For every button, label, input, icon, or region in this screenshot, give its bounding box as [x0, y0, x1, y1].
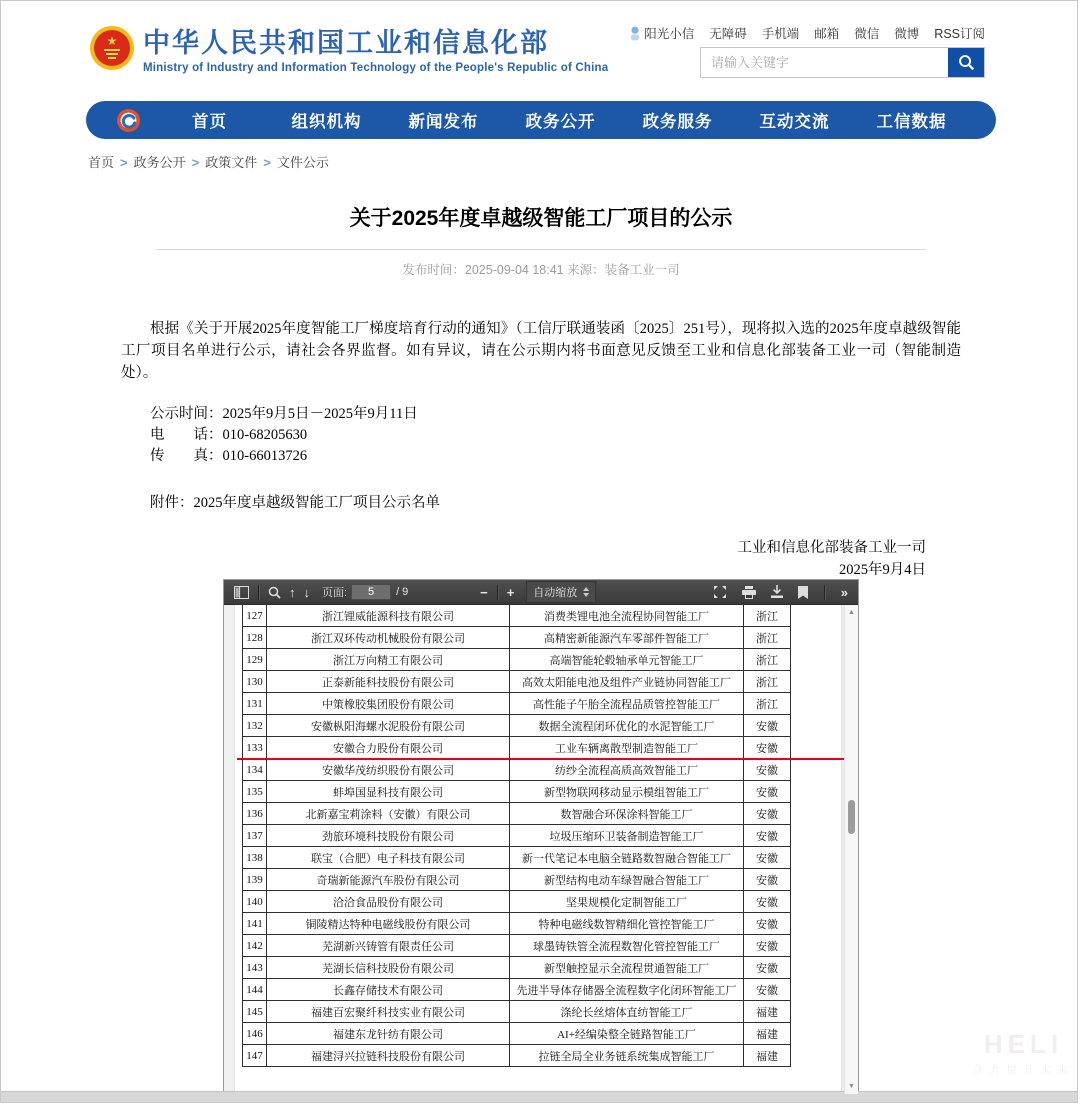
page-up-icon[interactable]: ↑ [285, 584, 300, 601]
seq-cell: 139 [243, 869, 267, 891]
seq-cell: 140 [243, 891, 267, 913]
nav-item-3[interactable]: 政务公开 [525, 113, 596, 131]
project-cell: 消费类锂电池全流程协同智能工厂 [510, 605, 744, 627]
assistant-icon [629, 26, 641, 41]
site-title-cn: 中华人民共和国工业和信息化部 [143, 28, 549, 58]
seq-cell: 133 [243, 737, 267, 759]
table-row [243, 605, 791, 627]
project-cell: 拉链全局全业务链系统集成智能工厂 [510, 1045, 744, 1067]
toolbar-separator [824, 585, 825, 600]
find-icon[interactable] [264, 584, 285, 601]
national-emblem-logo [89, 25, 135, 71]
province-cell: 浙江 [744, 605, 791, 627]
table-row [243, 671, 791, 693]
seq-cell: 146 [243, 1023, 267, 1045]
breadcrumb-item-1[interactable]: 政务公开 [133, 155, 186, 170]
project-cell: 高精密新能源汽车零部件智能工厂 [510, 627, 744, 649]
page-label: 页面: [322, 587, 348, 599]
company-cell: 正泰新能科技股份有限公司 [267, 671, 510, 693]
select-arrows-icon [583, 587, 589, 597]
seq-cell: 138 [243, 847, 267, 869]
nav-item-1[interactable]: 组织机构 [291, 113, 362, 131]
sidebar-toggle-icon[interactable] [230, 584, 253, 601]
sign-date: 2025年9月4日 [839, 562, 926, 578]
table-row [243, 1023, 791, 1045]
company-cell: 中策橡胶集团股份有限公司 [267, 693, 510, 715]
zoom-mode-value: 自动缩放 [533, 587, 578, 599]
print-icon[interactable] [738, 584, 760, 601]
company-cell: 奇瑞新能源汽车股份有限公司 [267, 869, 510, 891]
project-cell: 新型触控显示全流程贯通智能工厂 [510, 957, 744, 979]
search-icon [958, 54, 975, 71]
company-cell: 芜湖长信科技股份有限公司 [267, 957, 510, 979]
province-cell: 安徽 [744, 891, 791, 913]
utility-link-6[interactable]: RSS订阅 [934, 27, 985, 41]
search-box [700, 47, 985, 78]
project-table [242, 605, 791, 1067]
company-cell: 安徽合力股份有限公司 [267, 737, 510, 759]
site-title-en: Ministry of Industry and Information Technology of the People's Republic of China [143, 62, 609, 74]
signature-block [121, 537, 961, 581]
table-row [243, 1001, 791, 1023]
bookmark-icon[interactable] [794, 584, 812, 601]
project-cell: 坚果规模化定制智能工厂 [510, 891, 744, 913]
page-number-input[interactable] [351, 584, 391, 600]
table-row [243, 759, 791, 781]
seq-cell: 147 [243, 1045, 267, 1067]
province-cell: 安徽 [744, 737, 791, 759]
company-cell: 福建百宏聚纤科技实业有限公司 [267, 1001, 510, 1023]
province-cell: 浙江 [744, 649, 791, 671]
province-cell: 安徽 [744, 935, 791, 957]
project-cell: 特种电磁线数智精细化管控智能工厂 [510, 913, 744, 935]
zoom-in-icon[interactable]: + [503, 584, 519, 601]
table-row [243, 869, 791, 891]
company-cell: 浙江万向精工有限公司 [267, 649, 510, 671]
svg-text:★: ★ [106, 34, 118, 48]
signer: 工业和信息化部装备工业一司 [737, 540, 926, 556]
company-cell: 洽洽食品股份有限公司 [267, 891, 510, 913]
company-cell: 铜陵精达特种电磁线股份有限公司 [267, 913, 510, 935]
nav-item-2[interactable]: 新闻发布 [408, 113, 479, 131]
province-cell: 安徽 [744, 825, 791, 847]
breadcrumb-item-2[interactable]: 政策文件 [205, 155, 258, 170]
page-title: 关于2025年度卓越级智能工厂项目的公示 [349, 207, 733, 230]
company-cell: 劲旅环境科技股份有限公司 [267, 825, 510, 847]
province-cell: 安徽 [744, 803, 791, 825]
publish-meta: 发布时间：2025-09-04 18:41 来源：装备工业一司 [402, 263, 680, 277]
pdf-scrollbar[interactable] [844, 605, 858, 1094]
table-row [243, 847, 791, 869]
pdf-viewer [223, 579, 859, 1094]
table-row [243, 803, 791, 825]
project-cell: 新一代笔记本电脑全链路数智融合智能工厂 [510, 847, 744, 869]
province-cell: 福建 [744, 1023, 791, 1045]
project-cell: AI+经编染整全链路智能工厂 [510, 1023, 744, 1045]
project-cell: 垃圾压缩环卫装备制造智能工厂 [510, 825, 744, 847]
province-cell: 安徽 [744, 715, 791, 737]
page-down-icon[interactable]: ↓ [300, 584, 315, 601]
company-cell: 蚌埠国显科技有限公司 [267, 781, 510, 803]
attachment-line: 附件：2025年度卓越级智能工厂项目公示名单 [150, 495, 440, 511]
seq-cell: 137 [243, 825, 267, 847]
table-row [243, 1045, 791, 1067]
utility-link-0[interactable]: 阳光小信 [629, 24, 694, 42]
company-cell: 浙江双环传动机械股份有限公司 [267, 627, 510, 649]
search-button[interactable] [948, 48, 984, 77]
seq-cell: 145 [243, 1001, 267, 1023]
company-cell: 福建浔兴拉链科技股份有限公司 [267, 1045, 510, 1067]
toolbar-separator [497, 585, 498, 600]
breadcrumb-separator: > [191, 155, 200, 170]
seq-cell: 142 [243, 935, 267, 957]
company-cell: 福建东龙针纺有限公司 [267, 1023, 510, 1045]
phone-line: 电 话：010-68205630 [150, 427, 308, 443]
pdf-toolbar [224, 580, 858, 605]
scrollbar-thumb[interactable] [848, 800, 855, 834]
watermark-slogan: 合力提升未来 [972, 1065, 1075, 1076]
seq-cell: 127 [243, 605, 267, 627]
table-row [243, 913, 791, 935]
project-cell: 工业车辆离散型制造智能工厂 [510, 737, 744, 759]
download-icon[interactable] [767, 583, 787, 601]
seq-cell: 131 [243, 693, 267, 715]
province-cell: 安徽 [744, 979, 791, 1001]
project-cell: 纺纱全流程高质高效智能工厂 [510, 759, 744, 781]
heli-watermark [951, 1031, 1078, 1076]
article-body [121, 318, 961, 581]
presentation-mode-icon[interactable] [709, 583, 731, 601]
table-row [243, 935, 791, 957]
utility-link-5[interactable]: 微博 [894, 27, 920, 41]
pdf-content [224, 605, 858, 1094]
province-cell: 福建 [744, 1001, 791, 1023]
table-row [243, 627, 791, 649]
province-cell: 浙江 [744, 671, 791, 693]
fax-line: 传 真：010-66013726 [150, 448, 308, 464]
table-row [243, 693, 791, 715]
article-paragraph: 根据《关于开展2025年度智能工厂梯度培育行动的通知》（工信厅联通装函〔2025〕251号），现将拟入选的2025年度卓越级智能工厂项目名单进行公示，请社会各界监督。如有异议，请在公示期内将书面意见反馈至工业和信息化部装备工业一司（智能制造处）。 [121, 321, 961, 381]
province-cell: 浙江 [744, 693, 791, 715]
company-cell: 安徽华茂纺织股份有限公司 [267, 759, 510, 781]
toolbar-separator [258, 585, 259, 600]
notice-period: 公示时间：2025年9月5日－2025年9月11日 [150, 406, 418, 422]
zoom-mode-select[interactable] [526, 581, 596, 603]
utility-link-4[interactable]: 微信 [854, 27, 880, 41]
company-cell: 北新嘉宝莉涂料（安徽）有限公司 [267, 803, 510, 825]
project-cell: 新型结构电动车绿智融合智能工厂 [510, 869, 744, 891]
table-row [243, 781, 791, 803]
table-row [243, 979, 791, 1001]
nav-item-5[interactable]: 互动交流 [759, 113, 830, 131]
watermark-logo-text: HELI [983, 1029, 1064, 1059]
province-cell: 安徽 [744, 869, 791, 891]
article [121, 206, 961, 581]
project-cell: 数智融合环保涂料智能工厂 [510, 803, 744, 825]
utility-links [629, 24, 985, 42]
breadcrumb-item-0[interactable]: 首页 [88, 155, 115, 170]
utility-link-2[interactable]: 手机端 [761, 27, 800, 41]
table-row [243, 825, 791, 847]
highlight-underline [237, 758, 845, 760]
company-cell: 浙江锂威能源科技有限公司 [267, 605, 510, 627]
province-cell: 安徽 [744, 913, 791, 935]
seq-cell: 128 [243, 627, 267, 649]
project-cell: 高性能子午胎全流程品质管控智能工厂 [510, 693, 744, 715]
province-cell: 浙江 [744, 627, 791, 649]
scrollbar-up-icon[interactable]: ▲ [848, 609, 855, 616]
province-cell: 安徽 [744, 759, 791, 781]
page-total: / 9 [396, 586, 409, 598]
seq-cell: 144 [243, 979, 267, 1001]
miit-swirl-icon [116, 108, 141, 133]
pdf-table-body [243, 605, 791, 1067]
scrollbar-down-icon[interactable]: ▼ [848, 1083, 855, 1090]
project-cell: 数据全流程闭环优化的水泥智能工厂 [510, 715, 744, 737]
table-row [243, 737, 791, 759]
more-tools-icon[interactable]: » [837, 584, 852, 601]
province-cell: 安徽 [744, 847, 791, 869]
zoom-out-icon[interactable]: − [476, 584, 492, 601]
seq-cell: 143 [243, 957, 267, 979]
utility-link-1[interactable]: 无障碍 [709, 27, 747, 41]
project-cell: 涤纶长丝熔体直纺智能工厂 [510, 1001, 744, 1023]
title-divider [156, 249, 926, 250]
bottom-edge [1, 1091, 1077, 1102]
utility-link-3[interactable]: 邮箱 [814, 27, 840, 41]
seq-cell: 130 [243, 671, 267, 693]
breadcrumb-item-3[interactable]: 文件公示 [276, 155, 329, 170]
table-row [243, 649, 791, 671]
project-cell: 高效太阳能电池及组件产业链协同智能工厂 [510, 671, 744, 693]
breadcrumb-separator: > [263, 155, 271, 170]
seq-cell: 129 [243, 649, 267, 671]
seq-cell: 135 [243, 781, 267, 803]
table-row [243, 715, 791, 737]
seq-cell: 141 [243, 913, 267, 935]
company-cell: 芜湖新兴铸管有限责任公司 [267, 935, 510, 957]
nav-item-6[interactable]: 工信数据 [876, 113, 947, 131]
nav-menu [151, 108, 970, 132]
breadcrumb [88, 152, 329, 171]
project-cell: 高端智能轮毂轴承单元智能工厂 [510, 649, 744, 671]
province-cell: 安徽 [744, 957, 791, 979]
main-nav [86, 101, 996, 139]
province-cell: 安徽 [744, 781, 791, 803]
seq-cell: 134 [243, 759, 267, 781]
table-row [243, 891, 791, 913]
project-cell: 先进半导体存储器全流程数字化闭环智能工厂 [510, 979, 744, 1001]
table-row [243, 957, 791, 979]
nav-item-4[interactable]: 政务服务 [642, 113, 713, 131]
site-title-block [143, 28, 608, 74]
seq-cell: 136 [243, 803, 267, 825]
province-cell: 福建 [744, 1045, 791, 1067]
nav-item-0[interactable]: 首页 [192, 113, 227, 131]
company-cell: 长鑫存储技术有限公司 [267, 979, 510, 1001]
breadcrumb-separator: > [120, 155, 128, 170]
project-cell: 球墨铸铁管全流程数智化管控智能工厂 [510, 935, 744, 957]
company-cell: 联宝（合肥）电子科技有限公司 [267, 847, 510, 869]
search-input[interactable] [701, 48, 948, 77]
project-cell: 新型物联网移动显示模组智能工厂 [510, 781, 744, 803]
company-cell: 安徽枞阳海螺水泥股份有限公司 [267, 715, 510, 737]
seq-cell: 132 [243, 715, 267, 737]
pdf-page [234, 605, 842, 1094]
